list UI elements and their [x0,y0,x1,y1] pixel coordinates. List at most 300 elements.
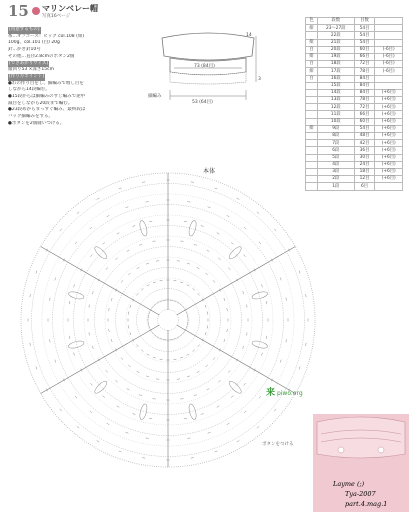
stitch-mark [182,306,184,308]
stitch-mark [184,418,187,419]
stitch-mark [109,308,110,311]
stitch-mark [153,399,156,400]
stitch-mark [121,357,123,359]
table-cell: 17段 [318,68,355,75]
table-cell: 6段 [318,147,355,154]
table-cell: (-6目) [375,53,403,60]
table-cell: 42目 [354,140,375,147]
stitch-mark [146,376,149,377]
stitch-mark [111,339,112,342]
stitch-mark [77,212,79,214]
stitch-mark [107,215,110,217]
materials-text: ●23段めからまっすぐ編み、最終段は [8,107,86,113]
stitch-mark [36,271,37,274]
stitch-mark [117,406,120,408]
stitch-mark [173,359,176,360]
stitch-ring [158,310,179,331]
stitch-mark [109,329,110,332]
table-cell: 84目 [354,82,375,89]
stitch-mark [259,396,261,398]
table-cell: 18段 [318,61,355,68]
materials-text: ●15段からは細編みのすじ編みで途中 [8,94,86,100]
stitch-mark [217,233,220,235]
petal-motif [68,340,85,350]
stitch-mark [103,242,105,244]
table-cell: 3段 [318,168,355,175]
table-cell: 15段 [318,82,355,89]
stitch-mark [205,332,206,335]
stitch-mark [128,312,129,315]
materials-line [8,114,136,121]
materials-line [8,40,136,47]
stitch-mark [147,354,150,356]
stitch-mark [160,280,163,281]
stitch-mark [180,304,182,306]
stitch-mark [154,334,156,336]
table-row [306,154,403,161]
table-row [306,89,403,96]
table-cell: 12段 [318,104,355,111]
table-cell: 16段 [318,75,355,82]
stitch-mark [184,221,187,222]
stitch-mark [228,267,230,269]
stitch-mark [180,357,183,358]
table-cell: 19段 [318,53,355,60]
table-row [306,25,403,32]
table-cell: 白 [306,61,318,68]
stitch-mark [231,396,233,398]
stitch-mark [187,263,190,264]
table-cell: 72目 [354,104,375,111]
table-header-row [306,18,403,25]
table-cell: 60目 [354,46,375,53]
table-cell: (+6目) [375,140,403,147]
table-row [306,97,403,104]
table-cell: (-6目) [375,68,403,75]
table-cell: (+6目) [375,118,403,125]
table-cell [375,183,403,190]
stitch-mark [107,423,110,425]
table-cell: 54目 [354,125,375,132]
stitch-mark [141,288,143,290]
crochet-chart-diagram [8,170,328,470]
table-cell: 60目 [354,118,375,125]
stitch-mark [187,315,188,318]
table-cell: 11段 [318,111,355,118]
stitch-mark [146,438,149,439]
stitch-mark [299,366,300,369]
table-cell: 54目 [354,32,375,39]
stitch-mark [139,395,142,396]
stitch-mark [182,332,184,334]
stitch-mark [126,207,129,208]
table-cell: 84目 [354,75,375,82]
stitch-mark [214,188,217,189]
stitch-mark [306,343,307,346]
stitch-mark [247,332,248,335]
materials-line [8,61,136,68]
stitch-mark [170,339,173,340]
table-cell: (+6目) [375,154,403,161]
stitch-mark [227,308,228,311]
materials-line [8,74,136,81]
increase-spoke [177,325,296,394]
stitch-mark [261,353,262,356]
stitch-mark [127,389,130,391]
dim-label-14: 14 [246,33,252,38]
table-cell: 白 [306,75,318,82]
materials-line [8,54,136,61]
dim-label-top: 73 (84目) [194,64,215,69]
stitch-mark [146,202,149,203]
stitch-mark [187,322,188,325]
table-cell: 6目 [354,183,375,190]
stitch-mark [142,458,145,459]
table-cell: 30目 [354,154,375,161]
stitch-mark [173,280,176,281]
stitch-mark [75,242,77,244]
stitch-mark [286,339,287,342]
stitch-mark [244,411,246,413]
materials-text: しながら14段編む。 [8,87,50,93]
table-row [306,53,403,60]
stitch-mark [89,332,90,335]
stitch-mark [119,188,122,189]
table-cell [306,154,318,161]
stitch-mark [60,409,62,411]
stitch-mark [193,350,195,352]
stitch-mark [227,423,230,425]
table-cell: 24目 [354,161,375,168]
table-row [306,104,403,111]
stitch-mark [157,302,160,304]
table-cell: (+6目) [375,168,403,175]
table-cell: (+6目) [375,97,403,104]
stitch-mark [213,357,215,359]
stitch-mark [130,332,131,335]
table-row [306,32,403,39]
stitch-count-table [305,17,403,191]
stitch-mark [163,339,166,340]
stitch-mark [55,278,56,281]
stitch-mark [115,380,117,382]
stitch-mark [231,242,233,244]
stitch-mark [280,278,281,281]
table-header-cell [375,18,403,25]
signature-line1: Layme (;) [333,480,365,488]
table-cell: 23～27段 [318,25,355,32]
stitch-mark [156,261,159,262]
stitch-mark [111,298,112,301]
stitch-mark [247,305,248,308]
stitch-mark [186,312,187,315]
table-cell: (+6目) [375,104,403,111]
stitch-mark [149,312,150,315]
petal-motif [251,290,268,300]
table-cell: 78目 [354,97,375,104]
stitch-mark [187,285,190,287]
stitch-mark [207,312,208,315]
stitch-mark [173,301,176,302]
table-cell: 9段 [318,125,355,132]
stitch-mark [156,379,159,380]
stitch-mark [274,229,276,231]
table-header-cell: 目数 [354,18,375,25]
stitch-mark [146,263,149,264]
table-row [306,147,403,154]
button-band-diagram [311,414,411,512]
materials-text: 減目をしながら20段まで編む。 [8,100,73,106]
stitch-mark [243,346,244,349]
stitch-mark [259,242,261,244]
table-cell: 20段 [318,46,355,53]
stitch-mark [97,440,100,442]
table-cell: 14段 [318,89,355,96]
materials-list [8,27,136,128]
stitch-mark [208,432,211,433]
stitch-mark [127,250,130,252]
stitch-mark [201,226,204,227]
table-cell: (+6目) [375,161,403,168]
stitch-mark [69,301,70,304]
stitch-mark [198,345,200,347]
stitch-mark [130,305,131,308]
stitch-mark [217,406,220,408]
stitch-mark [170,300,173,301]
stitch-mark [136,293,138,295]
stitch-mark [103,396,105,398]
stitch-mark [153,241,156,242]
materials-text: 糸…オフコース！ビッグ col.108 (紺) [8,33,85,39]
table-cell [375,39,403,46]
table-cell [306,97,318,104]
stitch-mark [207,325,208,328]
table-cell: (+6目) [375,147,403,154]
stitch-mark [160,359,163,360]
watermark [266,385,303,398]
stitch-mark [74,353,75,356]
materials-text: 頭回り53 ×深さ15cm [8,67,55,73]
stitch-mark [180,282,183,283]
stitch-mark [90,255,92,257]
materials-line [8,81,136,88]
stitch-mark [92,346,93,349]
table-cell: 54目 [354,25,375,32]
table-cell [306,161,318,168]
table-row [306,61,403,68]
stitch-mark [280,360,281,363]
stitch-mark [137,267,140,269]
stitch-mark [50,339,51,342]
table-row [306,75,403,82]
table-cell: 66目 [354,111,375,118]
stitch-mark [139,244,142,245]
stitch-mark [266,301,267,304]
stitch-mark [106,267,108,269]
increase-spoke [41,325,160,394]
table-cell: 21段 [318,39,355,46]
table-cell: 48目 [354,133,375,140]
stitch-mark [187,438,190,439]
table-row [306,161,403,168]
stitch-mark [193,288,195,290]
table-cell [306,118,318,125]
stitch-mark [128,365,130,367]
petal-motif [251,340,268,350]
stitch-mark [186,325,187,328]
table-cell [306,32,318,39]
table-cell: 紺 [306,25,318,32]
table-header-cell: 段数 [318,18,355,25]
stitch-mark [128,273,130,275]
stitch-mark [187,354,190,356]
stitch-mark [160,338,163,339]
table-cell: 13段 [318,97,355,104]
stitch-mark [244,227,246,229]
stitch-mark [213,280,215,282]
stitch-mark [214,451,217,452]
watermark-text: piwo.org [276,390,303,397]
materials-text: 針…かぎ針10号 [8,47,41,53]
stitch-mark [132,413,135,414]
stitch-mark [205,305,206,308]
stitch-mark [218,258,220,260]
table-cell: 36目 [354,147,375,154]
stitch-mark [173,338,176,339]
materials-line [8,47,136,54]
materials-text: ●わの作り目をし、細編みで増し目を [8,80,84,86]
petal-motif [68,290,85,300]
table-row [306,125,403,132]
stitch-mark [137,371,140,373]
table-cell: (+6目) [375,89,403,96]
table-cell: (+6目) [375,125,403,132]
table-cell: 2段 [318,176,355,183]
materials-line [8,107,136,114]
stitch-mark [207,250,210,252]
table-row [306,39,403,46]
table-cell: (+6目) [375,133,403,140]
stitch-mark [121,280,123,282]
stitch-mark [191,458,194,459]
stitch-mark [97,198,100,200]
stitch-mark [128,325,129,328]
table-row [306,140,403,147]
stitch-mark [36,366,37,369]
stitch-mark [224,298,225,301]
table-cell: 54目 [354,39,375,46]
body-diagram-title: 本体 [203,168,216,175]
stitch-mark [180,399,183,400]
table-row [306,82,403,89]
table-cell: (-6目) [375,61,403,68]
materials-line [8,67,136,74]
button-instruction: ボタンをつける [262,442,294,447]
stitch-mark [149,418,152,419]
stitch-mark [201,413,204,414]
stitch-mark [50,298,51,301]
stitch-mark [149,325,150,328]
table-cell [306,89,318,96]
table-cell: 8段 [318,133,355,140]
stitch-mark [244,383,246,385]
stitch-mark [90,227,92,229]
stitch-mark [126,432,129,433]
table-cell: 白 [306,46,318,53]
materials-line [8,94,136,101]
stitch-mark [163,300,166,301]
stitch-mark [177,302,180,304]
increase-spoke [41,247,160,316]
table-cell: 72目 [354,61,375,68]
stitch-mark [194,395,197,396]
table-cell [375,25,403,32]
stitch-mark [194,244,197,245]
stitch-mark [60,229,62,231]
stitch-mark [74,284,75,287]
stitch-mark [177,261,180,262]
page-subtitle: 写真16ページ [42,14,71,19]
stitch-mark [266,336,267,339]
table-cell [306,111,318,118]
stitch-mark [261,284,262,287]
stitch-mark [148,322,149,325]
band-label: 細編み [148,94,162,99]
table-cell: 4段 [318,161,355,168]
stitch-mark [90,383,92,385]
section-heading: [できあがりサイズ] [9,60,49,66]
stitch-mark [205,273,207,275]
petal-motif [188,220,198,237]
materials-text: その他…直径2.8cmのボタン2個 [8,53,75,59]
stitch-mark [224,339,225,342]
stitch-mark [237,198,240,200]
pattern-number: 15 [8,2,29,20]
petal-motif [93,245,109,261]
section-heading: [用意するもの] [9,27,40,32]
table-cell [306,104,318,111]
stitch-mark [227,215,230,217]
stitch-mark [197,267,200,269]
stitch-mark [141,350,143,352]
stitch-mark [207,389,210,391]
table-cell: 84目 [354,89,375,96]
petal-motif [93,379,109,395]
table-cell: (+6目) [375,176,403,183]
stitch-mark [69,336,70,339]
stitch-mark [154,304,156,306]
table-cell: (+6目) [375,111,403,118]
table-cell: 紺 [306,125,318,132]
stitch-mark [286,298,287,301]
table-row [306,46,403,53]
stitch-mark [187,376,190,377]
stitch-mark [55,360,56,363]
stitch-mark [89,305,90,308]
stitch-mark [198,293,200,295]
button-icon-right [378,447,384,453]
stitch-mark [147,285,150,287]
stitch-mark [227,329,228,332]
stitch-mark [136,345,138,347]
stitch-mark [177,337,180,339]
stitch-mark [153,357,156,358]
table-cell [306,82,318,89]
stitch-mark [75,396,77,398]
materials-text: 100g、col.101 (白) 20g [8,40,60,46]
section-heading: [作り方ポイント] [9,73,45,79]
table-cell: 18目 [354,168,375,175]
